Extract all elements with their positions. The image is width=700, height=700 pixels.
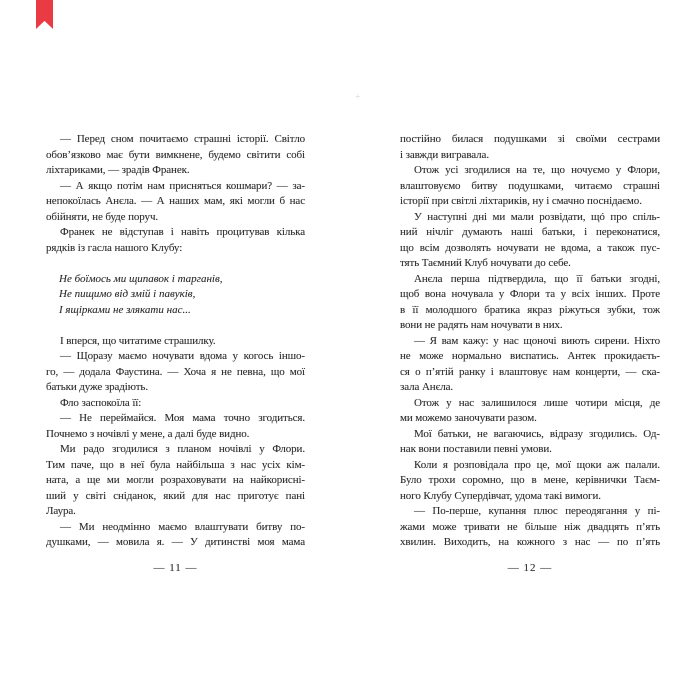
- text-line: душками, — мовила я. — У дитинстві моя мама: [46, 536, 305, 548]
- text-line: Ми радо згодилися з планом ночівлі у Флори.: [60, 443, 305, 455]
- text-line: історії при світлі ліхтариків, ну і смачно поснідаємо.: [400, 195, 642, 207]
- verse-line: І ящірками не злякати нас...: [59, 303, 191, 316]
- text-line: нак вони поставили певні умови.: [400, 443, 552, 455]
- text-line: У наступні дні ми мали розвідати, щó про спіль-: [414, 210, 660, 223]
- text-line: ми можемо заночувати разом.: [400, 412, 537, 424]
- text-line: Було трохи соромно, що в мене, керівнички Таєм-: [400, 474, 660, 486]
- text-line: постійно билася подушками зі своїми сестрами: [400, 133, 660, 145]
- text-line: Коли я розповідала про це, мої щоки аж палали.: [414, 458, 660, 471]
- text-line: ната, а ще ми могли розраховувати на найкорисні-: [46, 474, 305, 486]
- bookmark-ribbon-icon[interactable]: [36, 0, 53, 29]
- text-line: не може нормально виспатись. Антек прокидаєть-: [400, 350, 660, 362]
- text-line: обов’язково має бути вимкнене, будемо світити собі: [46, 148, 305, 161]
- text-line: Лаура.: [46, 505, 76, 517]
- page-number-right: — 12 —: [507, 562, 553, 574]
- blank-line: [46, 318, 305, 334]
- text-line: хвилин. Виходить, на кожного з нас — по п’ять: [400, 536, 660, 548]
- text-line: — Не переймайся. Моя мама точно згодиться.: [60, 412, 305, 424]
- text-line: Франек не відступав і навіть процитував кілька: [60, 226, 305, 238]
- text-line: зала Анєла.: [400, 381, 454, 393]
- text-line: Фло заспокоїла її:: [60, 396, 142, 409]
- text-line: І вперся, що читатиме страшилку.: [60, 334, 216, 347]
- text-line: ся о п’ятій ранку і влаштовує нам концерти, — ска-: [400, 365, 660, 378]
- text-line: ший у світі сніданок, який для нас приготує пані: [46, 489, 305, 502]
- text-line: Мої батьки, не вагаючись, відразу згодились. Од-: [414, 427, 660, 440]
- text-line: вони не радять нам ночувати в них.: [400, 319, 563, 331]
- text-line: — Щоразу маємо ночувати вдома у когось іншо-: [60, 350, 305, 362]
- blank-line: [46, 256, 305, 272]
- text-line: — Перед сном почитаємо страшні історії. Світло: [60, 133, 305, 145]
- text-line: і завжди вигравала.: [400, 148, 489, 161]
- text-line: Почнемо з ночівлі у мене, а далі буде видно.: [46, 427, 250, 440]
- text-line: що всім дозволять ночувати не вдома, а також пус-: [400, 241, 660, 254]
- text-line: Отож у нас залишилося лише чотири місця, де: [414, 396, 660, 409]
- text-line: — Я вам кажу: у нас щоночі виють сирени. Ніхто: [414, 334, 660, 347]
- text-line: тять Таємний Клуб ночувати до себе.: [400, 257, 571, 269]
- text-line: Отож усі згодилися на те, що ночуємо у Флори,: [414, 164, 660, 176]
- text-line: рядків із гасла нашого Клубу:: [46, 241, 183, 254]
- verse-line: Не пищимо від змій і павуків,: [59, 288, 196, 300]
- text-line: ного Клубу Супердівчат, удома такі вимоги.: [400, 489, 601, 502]
- text-line: непокоїлась Анєла. — А наших мам, які могли б нас: [46, 195, 305, 207]
- text-line: жами може тривати не більше ніж двадцять п’ять: [400, 520, 660, 533]
- text-line: Тим паче, що в неї була найбільша з нас усіх кім-: [46, 458, 305, 471]
- text-line: ліхтариками, — зрадів Франек.: [46, 164, 190, 176]
- scan-artifact: +: [355, 92, 361, 103]
- page-12-text-column: [400, 132, 660, 551]
- text-line: — А якщо потім нам присняться кошмари? — за-: [60, 179, 305, 192]
- text-line: щоб вона ночувала у Флори та у всіх інших. Проте: [400, 288, 660, 300]
- text-line: ний нічліг думають наші батьки, і переконатися,: [400, 226, 660, 238]
- page-number-left: — 11 —: [153, 562, 198, 574]
- text-line: Анєла перша підтвердила, що її батьки згодні,: [414, 272, 660, 285]
- text-line: влаштовуємо битву подушками, читаємо страшні: [400, 179, 660, 192]
- text-line: — По-перше, купання плюс переодягання у пі-: [414, 505, 660, 517]
- page-11-text-column: [46, 132, 305, 551]
- text-line: — Ми неодмінно маємо влаштувати битву по-: [60, 520, 305, 533]
- verse-line: Не боїмось ми щипавок і тарганів,: [59, 272, 223, 285]
- text-line: в її молодшого братика якраз ріжуться зубки, тож: [400, 303, 660, 316]
- text-line: го, — додала Фаустина. — Хоча я не певна, що мої: [46, 365, 305, 378]
- text-line: обійняти, не буде поруч.: [46, 210, 159, 223]
- text-line: батьки дуже зрадіють.: [46, 381, 148, 393]
